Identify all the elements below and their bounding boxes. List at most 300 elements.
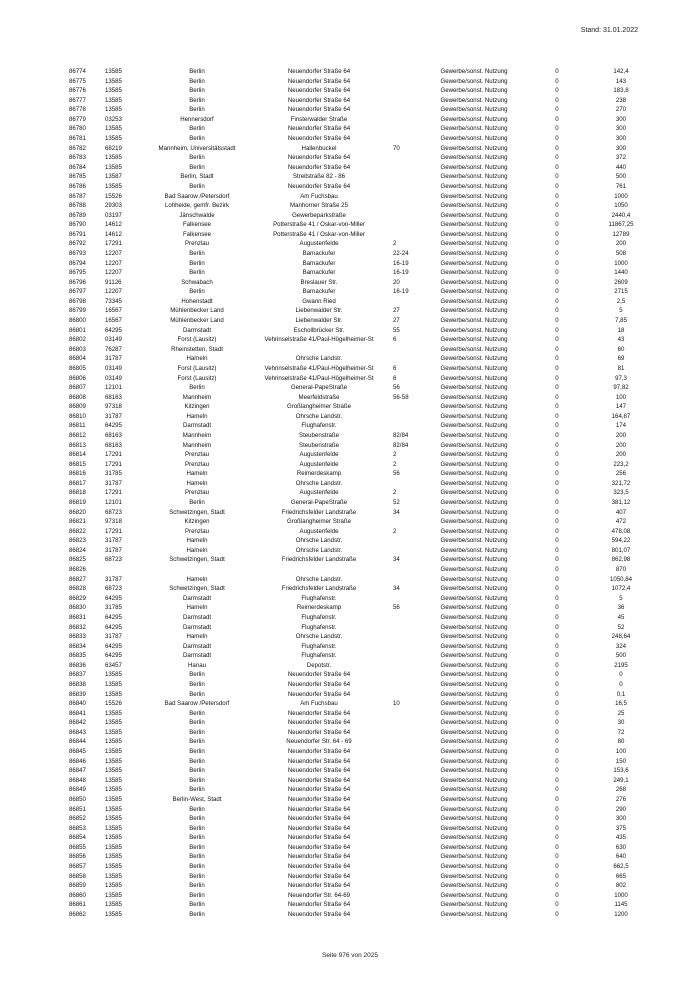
cell-wert: 0 xyxy=(555,317,559,325)
cell-strasse: Augustenfelde xyxy=(299,240,339,248)
cell-hausnummer xyxy=(389,546,419,556)
table-row xyxy=(66,814,657,824)
cell-strasse: Reimerdeskamp xyxy=(296,604,342,612)
cell-plz: 13585 xyxy=(105,681,122,688)
cell-id: 86825 xyxy=(69,556,86,564)
cell-wert: 0 xyxy=(555,125,559,133)
cell-ort: Berlin xyxy=(189,259,205,267)
cell-id: 86784 xyxy=(69,163,86,171)
cell-nutzung: Gewerbe/sonst. Nutzung xyxy=(440,173,508,181)
cell-strasse: Neuendorfer Str. 64 - 69 xyxy=(286,738,352,746)
cell-plz: 29303 xyxy=(105,202,122,210)
cell-strasse: Depotstr. xyxy=(306,661,332,669)
cell-ort: Schwetzingen, Stadt xyxy=(169,556,225,564)
cell-strasse: Ohrsche Landstr. xyxy=(295,633,343,641)
cell-plz: 68723 xyxy=(105,508,122,516)
cell-wert: 0 xyxy=(555,96,559,104)
cell-plz: 12207 xyxy=(105,269,122,277)
cell-ort: Prenzlau xyxy=(184,489,210,497)
cell-wert: 0 xyxy=(555,431,559,439)
cell-hausnummer: 2 xyxy=(393,527,397,535)
table-row xyxy=(66,153,657,163)
cell-wert: 0 xyxy=(555,728,559,736)
cell-nutzung: Gewerbe/sonst. Nutzung xyxy=(440,307,508,315)
cell-ort xyxy=(145,565,249,575)
cell-hausnummer xyxy=(389,661,419,671)
cell-wert: 0 xyxy=(555,623,559,631)
table-row xyxy=(66,402,657,412)
cell-hausnummer: 6 xyxy=(393,336,397,344)
cell-flaeche: 300 xyxy=(615,125,627,133)
cell-flaeche: 45 xyxy=(617,613,625,621)
cell-ort: Berlin xyxy=(189,786,205,794)
cell-nutzung: Gewerbe/sonst. Nutzung xyxy=(440,269,508,277)
cell-nutzung: Gewerbe/sonst. Nutzung xyxy=(440,345,508,353)
cell-plz: 13585 xyxy=(105,824,122,832)
cell-ort: Berlin xyxy=(189,106,205,114)
cell-hausnummer xyxy=(389,881,419,891)
cell-ort: Hameln xyxy=(186,604,208,612)
cell-flaeche: 372 xyxy=(615,154,627,162)
cell-nutzung: Gewerbe/sonst. Nutzung xyxy=(440,240,508,248)
cell-wert: 0 xyxy=(555,106,559,114)
cell-ort: Schwetzingen, Stadt xyxy=(169,585,225,593)
cell-nutzung: Gewerbe/sonst. Nutzung xyxy=(440,623,508,631)
cell-nutzung: Gewerbe/sonst. Nutzung xyxy=(440,115,508,123)
cell-wert: 0 xyxy=(555,633,559,641)
cell-nutzung: Gewerbe/sonst. Nutzung xyxy=(440,336,508,344)
cell-strasse: Vehrinselstraße 41/Paul-Högelheimer-St xyxy=(264,374,374,382)
cell-flaeche: 300 xyxy=(615,815,627,823)
cell-plz: 31785 xyxy=(105,470,122,478)
cell-nutzung: Gewerbe/sonst. Nutzung xyxy=(440,862,508,870)
cell-wert: 0 xyxy=(555,748,559,756)
cell-wert: 0 xyxy=(555,288,559,296)
cell-plz: 13585 xyxy=(105,87,122,95)
cell-plz: 13585 xyxy=(105,757,122,765)
cell-flaeche: 321,72 xyxy=(611,479,631,487)
cell-nutzung: Gewerbe/sonst. Nutzung xyxy=(440,489,508,497)
cell-id: 86857 xyxy=(69,862,86,870)
cell-strasse: Gwann Ried xyxy=(302,297,336,305)
cell-plz: 17291 xyxy=(105,451,122,459)
table-row xyxy=(66,335,657,345)
cell-flaeche: 248,64 xyxy=(611,633,631,641)
cell-plz: 13585 xyxy=(105,68,122,75)
cell-plz: 13585 xyxy=(105,182,122,190)
cell-wert: 0 xyxy=(555,652,559,660)
table-row xyxy=(66,709,657,719)
cell-nutzung: Gewerbe/sonst. Nutzung xyxy=(440,795,508,803)
cell-id: 86808 xyxy=(69,393,86,401)
cell-plz: 12101 xyxy=(105,384,122,392)
cell-ort: Berlin xyxy=(189,671,205,679)
cell-strasse: Flughafenstr. xyxy=(301,613,337,621)
cell-flaeche: 407 xyxy=(615,508,627,516)
cell-strasse: Neuendorfer Straße 64 xyxy=(287,68,351,75)
cell-hausnummer xyxy=(389,575,419,585)
cell-strasse xyxy=(249,345,389,355)
table-row xyxy=(66,230,657,240)
cell-ort: Darmstadt xyxy=(182,623,212,631)
cell-hausnummer xyxy=(389,862,419,872)
cell-strasse: Manhorner Straße 25 xyxy=(290,202,348,210)
cell-id: 86854 xyxy=(69,834,86,842)
cell-id: 86855 xyxy=(69,843,86,851)
cell-id: 86774 xyxy=(69,68,86,75)
cell-plz: 97318 xyxy=(105,518,122,526)
cell-nutzung: Gewerbe/sonst. Nutzung xyxy=(440,68,508,75)
cell-plz: 91126 xyxy=(105,278,122,286)
table-row xyxy=(66,824,657,834)
cell-plz: 03253 xyxy=(105,115,122,123)
cell-wert: 0 xyxy=(555,479,559,487)
table-row xyxy=(66,249,657,259)
cell-ort: Hameln xyxy=(186,479,208,487)
cell-wert: 0 xyxy=(555,355,559,363)
cell-flaeche: 36 xyxy=(617,604,625,612)
cell-plz: 64295 xyxy=(105,642,122,650)
cell-hausnummer xyxy=(389,632,419,642)
cell-flaeche: 238 xyxy=(615,96,627,104)
cell-id: 86860 xyxy=(69,891,86,899)
cell-strasse: Vehrinselstraße 41/Paul-Högelheimer-St xyxy=(264,364,374,372)
cell-flaeche: 630 xyxy=(615,843,627,851)
cell-plz: 12101 xyxy=(105,499,122,507)
cell-ort: Berlin xyxy=(189,834,205,842)
cell-plz: 03149 xyxy=(105,374,122,382)
cell-plz: 64295 xyxy=(105,623,122,631)
cell-hausnummer xyxy=(389,192,419,202)
cell-nutzung: Gewerbe/sonst. Nutzung xyxy=(440,384,508,392)
table-row xyxy=(66,881,657,891)
cell-wert: 0 xyxy=(555,642,559,650)
cell-ort: Rheinstetten, Stadt xyxy=(171,345,223,353)
cell-hausnummer xyxy=(389,785,419,795)
cell-strasse: Neuendorfer Straße 64 xyxy=(287,872,351,880)
cell-plz: 13585 xyxy=(105,719,122,727)
cell-plz: 15526 xyxy=(105,192,122,200)
cell-plz: 03149 xyxy=(105,364,122,372)
cell-id: 86803 xyxy=(69,345,86,353)
table-row xyxy=(66,278,657,288)
cell-flaeche: 11867,25 xyxy=(608,221,634,229)
cell-wert: 0 xyxy=(555,872,559,880)
cell-strasse: Potterstraße 41 / Oskar-von-Miller xyxy=(273,221,365,229)
cell-hausnummer xyxy=(389,805,419,815)
cell-id: 86834 xyxy=(69,642,86,650)
cell-wert: 0 xyxy=(555,776,559,784)
cell-nutzung: Gewerbe/sonst. Nutzung xyxy=(440,87,508,95)
cell-strasse: Breslauer Str. xyxy=(300,278,338,286)
table-row xyxy=(66,134,657,144)
cell-wert: 0 xyxy=(555,374,559,382)
cell-wert: 0 xyxy=(555,767,559,775)
cell-wert: 0 xyxy=(555,853,559,861)
cell-flaeche: 1145 xyxy=(614,901,628,909)
cell-id: 86791 xyxy=(69,230,86,238)
cell-plz xyxy=(105,565,145,575)
cell-hausnummer xyxy=(389,297,419,307)
cell-id: 86814 xyxy=(69,451,86,459)
table-row xyxy=(66,326,657,336)
table-row xyxy=(66,354,657,364)
cell-wert: 0 xyxy=(555,154,559,162)
cell-strasse: Augustenfelde xyxy=(299,451,339,459)
cell-nutzung: Gewerbe/sonst. Nutzung xyxy=(440,719,508,727)
cell-wert: 0 xyxy=(555,451,559,459)
cell-id: 86858 xyxy=(69,872,86,880)
cell-ort: Hameln xyxy=(186,355,208,363)
table-row xyxy=(66,259,657,269)
cell-nutzung: Gewerbe/sonst. Nutzung xyxy=(440,403,508,411)
cell-wert: 0 xyxy=(555,604,559,612)
cell-hausnummer xyxy=(389,766,419,776)
cell-nutzung: Gewerbe/sonst. Nutzung xyxy=(440,355,508,363)
table-row xyxy=(66,642,657,652)
cell-ort: Berlin xyxy=(189,728,205,736)
cell-wert: 0 xyxy=(555,240,559,248)
cell-plz: 16567 xyxy=(105,317,122,325)
cell-strasse: Ohrsche Landstr. xyxy=(295,575,343,583)
cell-id: 86822 xyxy=(69,527,86,535)
cell-plz: 12207 xyxy=(105,249,122,257)
cell-nutzung: Gewerbe/sonst. Nutzung xyxy=(440,709,508,717)
table-row xyxy=(66,96,657,106)
cell-strasse: Ohrsche Landstr. xyxy=(295,537,343,545)
cell-strasse: General-PapeStraße xyxy=(290,499,348,507)
cell-id: 86789 xyxy=(69,211,86,219)
cell-flaeche: 323,5 xyxy=(613,489,629,497)
cell-flaeche: 870 xyxy=(615,566,627,574)
table-row xyxy=(66,469,657,479)
cell-id: 86821 xyxy=(69,518,86,526)
cell-wert: 0 xyxy=(555,719,559,727)
cell-hausnummer xyxy=(389,115,419,125)
cell-ort: Berlin xyxy=(189,135,205,143)
cell-plz: 13585 xyxy=(105,106,122,114)
cell-ort: Berlin xyxy=(189,384,205,392)
table-row xyxy=(66,575,657,585)
cell-strasse: Am Fuchsbau xyxy=(300,192,338,200)
cell-strasse: Augustenfelde xyxy=(299,489,339,497)
cell-id: 86782 xyxy=(69,144,86,152)
cell-wert: 0 xyxy=(555,834,559,842)
cell-id: 86831 xyxy=(69,613,86,621)
cell-flaeche: 43 xyxy=(617,336,625,344)
cell-hausnummer: 34 xyxy=(393,585,400,593)
cell-nutzung: Gewerbe/sonst. Nutzung xyxy=(440,508,508,516)
cell-wert: 0 xyxy=(555,709,559,717)
cell-nutzung: Gewerbe/sonst. Nutzung xyxy=(440,757,508,765)
table-row xyxy=(66,737,657,747)
cell-wert: 0 xyxy=(555,700,559,708)
cell-hausnummer xyxy=(389,642,419,652)
cell-ort: Berlin xyxy=(189,288,205,296)
cell-strasse: Augustenfelde xyxy=(299,527,339,535)
cell-wert: 0 xyxy=(555,182,559,190)
cell-flaeche: 249,1 xyxy=(613,776,629,784)
table-row xyxy=(66,287,657,297)
cell-id: 86828 xyxy=(69,585,86,593)
cell-flaeche: 1072,4 xyxy=(611,585,631,593)
cell-wert: 0 xyxy=(555,566,559,574)
cell-nutzung: Gewerbe/sonst. Nutzung xyxy=(440,815,508,823)
cell-flaeche: 300 xyxy=(615,144,627,152)
cell-nutzung: Gewerbe/sonst. Nutzung xyxy=(440,326,508,334)
cell-nutzung: Gewerbe/sonst. Nutzung xyxy=(440,700,508,708)
cell-wert: 0 xyxy=(555,144,559,152)
cell-ort: Berlin xyxy=(189,910,205,918)
cell-nutzung: Gewerbe/sonst. Nutzung xyxy=(440,690,508,698)
cell-flaeche: 472 xyxy=(615,518,627,526)
cell-plz: 64295 xyxy=(105,422,122,430)
cell-nutzung: Gewerbe/sonst. Nutzung xyxy=(440,518,508,526)
table-row xyxy=(66,517,657,527)
cell-hausnummer xyxy=(389,134,419,144)
cell-plz: 13585 xyxy=(105,125,122,133)
cell-hausnummer xyxy=(389,747,419,757)
cell-strasse: Neuendorfer Straße 64 xyxy=(287,910,351,918)
table-row xyxy=(66,192,657,202)
cell-strasse: Augustenfelde xyxy=(299,460,339,468)
data-table xyxy=(66,67,657,919)
cell-ort: Jänschwalde xyxy=(179,211,215,219)
table-row xyxy=(66,421,657,431)
cell-id: 86819 xyxy=(69,499,86,507)
cell-flaeche: 5 xyxy=(619,594,623,602)
cell-hausnummer xyxy=(389,402,419,412)
cell-nutzung: Gewerbe/sonst. Nutzung xyxy=(440,135,508,143)
cell-nutzung: Gewerbe/sonst. Nutzung xyxy=(440,499,508,507)
cell-hausnummer xyxy=(389,536,419,546)
cell-id: 86775 xyxy=(69,77,86,85)
cell-nutzung: Gewerbe/sonst. Nutzung xyxy=(440,652,508,660)
cell-wert: 0 xyxy=(555,87,559,95)
cell-wert: 0 xyxy=(555,412,559,420)
cell-ort: Darmstadt xyxy=(182,652,212,660)
cell-ort: Mannheim xyxy=(182,431,212,439)
table-row xyxy=(66,690,657,700)
cell-ort: Forst (Lausitz) xyxy=(177,336,217,344)
cell-plz: 13585 xyxy=(105,776,122,784)
cell-ort: Hameln xyxy=(186,470,208,478)
cell-nutzung: Gewerbe/sonst. Nutzung xyxy=(440,613,508,621)
cell-strasse: General-PapeStraße xyxy=(290,384,348,392)
table-row xyxy=(66,766,657,776)
cell-wert: 0 xyxy=(555,671,559,679)
cell-nutzung: Gewerbe/sonst. Nutzung xyxy=(440,527,508,535)
cell-strasse: Barnackufer xyxy=(302,269,336,277)
table-row xyxy=(66,239,657,249)
cell-nutzung: Gewerbe/sonst. Nutzung xyxy=(440,805,508,813)
cell-hausnummer xyxy=(389,96,419,106)
cell-strasse: Ohrsche Landstr. xyxy=(295,355,343,363)
cell-flaeche: 223,2 xyxy=(613,460,629,468)
cell-ort: Berlin-West, Stadt xyxy=(172,795,222,803)
table-row xyxy=(66,115,657,125)
table-row xyxy=(66,680,657,690)
table-row xyxy=(66,431,657,441)
table-row xyxy=(66,383,657,393)
cell-flaeche: 0 xyxy=(619,671,623,679)
cell-flaeche: 2609 xyxy=(614,278,628,286)
table-row xyxy=(66,699,657,709)
cell-flaeche: 0 xyxy=(619,681,623,688)
cell-id: 86812 xyxy=(69,431,86,439)
cell-id: 86844 xyxy=(69,738,86,746)
cell-hausnummer xyxy=(389,900,419,910)
table-row xyxy=(66,105,657,115)
table-row xyxy=(66,555,657,565)
cell-wert: 0 xyxy=(555,815,559,823)
table-row xyxy=(66,623,657,633)
table-row xyxy=(66,910,657,920)
cell-flaeche: 500 xyxy=(615,173,627,181)
cell-flaeche: 1050,84 xyxy=(609,575,633,583)
table-row xyxy=(66,220,657,230)
cell-nutzung: Gewerbe/sonst. Nutzung xyxy=(440,182,508,190)
cell-ort: Berlin xyxy=(189,805,205,813)
cell-flaeche: 25 xyxy=(617,709,625,717)
cell-plz: 63457 xyxy=(105,661,122,669)
table-row xyxy=(66,182,657,192)
cell-id: 86827 xyxy=(69,575,86,583)
cell-flaeche: 665 xyxy=(615,872,627,880)
cell-id: 86781 xyxy=(69,135,86,143)
cell-strasse: Neuendorfer Straße 64 xyxy=(287,182,351,190)
cell-id: 86795 xyxy=(69,269,86,277)
cell-wert: 0 xyxy=(555,326,559,334)
cell-ort: Kitzingen xyxy=(184,403,210,411)
cell-ort: Hameln xyxy=(186,537,208,545)
cell-flaeche: 30 xyxy=(617,719,625,727)
cell-plz: 17291 xyxy=(105,489,122,497)
table-row xyxy=(66,527,657,537)
cell-flaeche: 16,5 xyxy=(615,700,627,708)
cell-strasse: Eschollbrücker Str. xyxy=(293,326,345,334)
cell-strasse: Neuendorfer Straße 64 xyxy=(287,681,351,688)
cell-id: 86841 xyxy=(69,709,86,717)
cell-hausnummer xyxy=(389,345,419,355)
cell-nutzung: Gewerbe/sonst. Nutzung xyxy=(440,249,508,257)
cell-ort: Berlin xyxy=(189,738,205,746)
cell-nutzung: Gewerbe/sonst. Nutzung xyxy=(440,106,508,114)
cell-flaeche: 0,1 xyxy=(616,690,626,698)
cell-nutzung: Gewerbe/sonst. Nutzung xyxy=(440,460,508,468)
table-row xyxy=(66,833,657,843)
table-row xyxy=(66,297,657,307)
cell-hausnummer: 56 xyxy=(393,384,400,392)
cell-hausnummer xyxy=(389,182,419,192)
cell-wert: 0 xyxy=(555,508,559,516)
cell-flaeche: 381,12 xyxy=(611,499,631,507)
cell-flaeche: 862,98 xyxy=(611,556,631,564)
cell-id: 86847 xyxy=(69,767,86,775)
cell-strasse: Steubenstraße xyxy=(299,431,339,439)
cell-hausnummer xyxy=(389,776,419,786)
cell-hausnummer: 34 xyxy=(393,556,400,564)
cell-flaeche: 153,6 xyxy=(613,767,629,775)
cell-id: 86845 xyxy=(69,748,86,756)
cell-strasse: Neuendorfer Straße 64 xyxy=(287,776,351,784)
cell-plz: 13585 xyxy=(105,872,122,880)
cell-flaeche: 594,22 xyxy=(611,537,631,545)
cell-nutzung: Gewerbe/sonst. Nutzung xyxy=(440,470,508,478)
cell-nutzung: Gewerbe/sonst. Nutzung xyxy=(440,575,508,583)
cell-nutzung: Gewerbe/sonst. Nutzung xyxy=(440,728,508,736)
cell-hausnummer xyxy=(389,230,419,240)
